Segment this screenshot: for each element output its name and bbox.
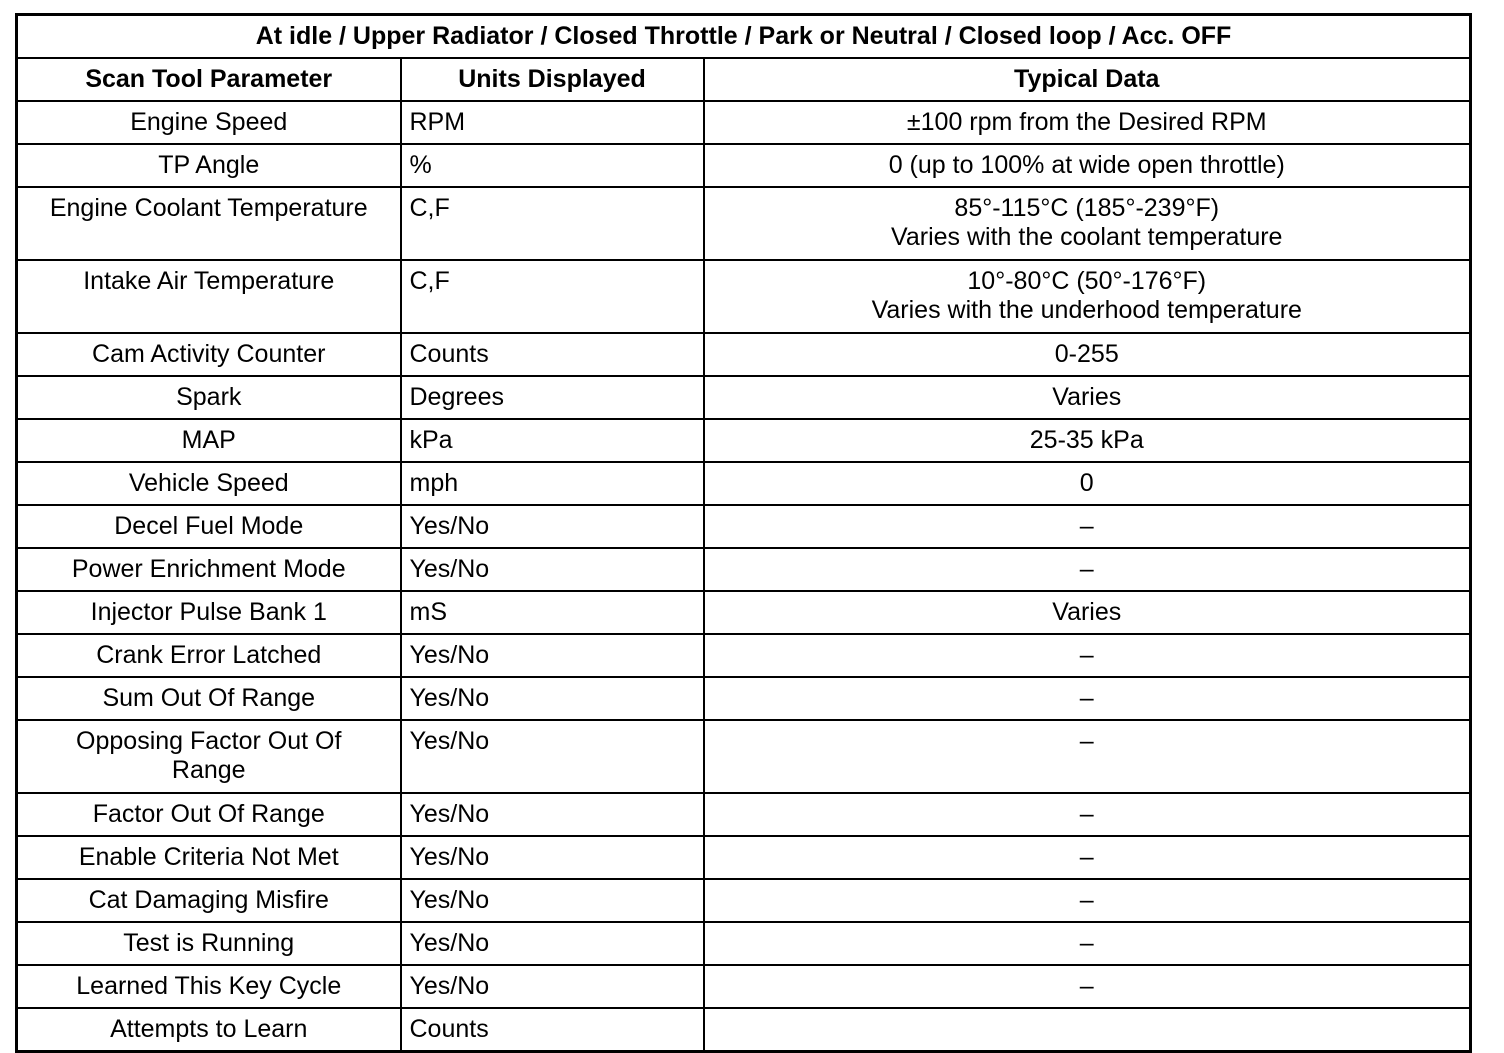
cell-units: mph — [401, 462, 704, 505]
cell-units: Yes/No — [401, 965, 704, 1008]
typical-data-text: – — [1079, 727, 1094, 755]
cell-units: Counts — [401, 333, 704, 376]
cell-parameter — [17, 922, 401, 965]
cell-units: Yes/No — [401, 505, 704, 548]
cell-typical-data — [704, 462, 1471, 505]
typical-data-text: – — [1079, 929, 1094, 957]
table-row — [17, 965, 1471, 1008]
typical-data-text: 0-255 — [1054, 340, 1119, 368]
typical-data-text: 85°-115°C (185°-239°F) — [954, 194, 1220, 222]
parameter-text: Engine Coolant Temperature — [49, 194, 368, 222]
cell-parameter — [17, 419, 401, 462]
cell-parameter — [17, 965, 401, 1008]
table-row — [17, 333, 1471, 376]
typical-data-text: Varies — [1052, 383, 1122, 411]
cell-typical-data — [704, 144, 1471, 187]
parameter-text: Learned This Key Cycle — [76, 972, 342, 1000]
table-row — [17, 720, 1471, 793]
parameter-text: Intake Air Temperature — [83, 267, 335, 295]
parameter-text: Enable Criteria Not Met — [78, 843, 339, 871]
cell-typical-data — [704, 720, 1471, 793]
table-row — [17, 836, 1471, 879]
table-body — [17, 101, 1471, 1052]
cell-units: Counts — [401, 1008, 704, 1052]
cell-typical-data — [704, 260, 1471, 333]
typical-data-text: ±100 rpm from the Desired RPM — [906, 108, 1267, 136]
cell-typical-data — [704, 965, 1471, 1008]
cell-typical-data — [704, 101, 1471, 144]
table-row — [17, 187, 1471, 260]
cell-typical-data — [704, 1008, 1471, 1052]
cell-parameter — [17, 836, 401, 879]
cell-parameter — [17, 720, 401, 793]
cell-typical-data — [704, 922, 1471, 965]
table-row — [17, 922, 1471, 965]
typical-data-text: – — [1079, 843, 1094, 871]
cell-typical-data — [704, 548, 1471, 591]
header-scan-tool-parameter: Scan Tool Parameter — [17, 58, 401, 101]
cell-parameter — [17, 879, 401, 922]
cell-parameter — [17, 101, 401, 144]
parameter-text: Power Enrichment Mode — [71, 555, 346, 583]
typical-data-text: Varies with the underhood temperature — [871, 296, 1302, 324]
cell-typical-data — [704, 505, 1471, 548]
cell-parameter — [17, 376, 401, 419]
parameter-text: TP Angle — [158, 151, 260, 179]
cell-units: Yes/No — [401, 720, 704, 793]
cell-parameter — [17, 505, 401, 548]
typical-data-text: 0 (up to 100% at wide open throttle) — [888, 151, 1285, 179]
parameter-text: Factor Out Of Range — [92, 800, 325, 828]
table-row — [17, 634, 1471, 677]
cell-parameter — [17, 677, 401, 720]
cell-typical-data — [704, 187, 1471, 260]
table-title-row — [17, 15, 1471, 59]
cell-parameter — [17, 1008, 401, 1052]
typical-data-text: – — [1079, 684, 1094, 712]
cell-units: kPa — [401, 419, 704, 462]
parameter-text: Opposing Factor Out Of — [76, 727, 342, 755]
parameter-text: Range — [171, 756, 246, 784]
table-row — [17, 548, 1471, 591]
cell-units: Yes/No — [401, 634, 704, 677]
cell-typical-data — [704, 634, 1471, 677]
parameter-text: MAP — [181, 426, 236, 454]
cell-parameter — [17, 187, 401, 260]
header-typical-data: Typical Data — [704, 58, 1471, 101]
typical-data-text: – — [1079, 972, 1094, 1000]
cell-parameter — [17, 548, 401, 591]
cell-units: Degrees — [401, 376, 704, 419]
table-row — [17, 419, 1471, 462]
parameter-text: Spark — [176, 383, 242, 411]
header-units-displayed: Units Displayed — [401, 58, 704, 101]
scan-tool-data-table — [15, 13, 1472, 1053]
table-header-row — [17, 58, 1471, 101]
typical-data-text: 0 — [1079, 469, 1094, 497]
table-title: At idle / Upper Radiator / Closed Throttle / Park or Neutral / Closed loop / Acc. OFF — [17, 15, 1471, 59]
cell-typical-data — [704, 793, 1471, 836]
parameter-text: Cam Activity Counter — [92, 340, 326, 368]
table-row — [17, 793, 1471, 836]
typical-data-text: – — [1079, 555, 1094, 583]
parameter-text: Vehicle Speed — [128, 469, 289, 497]
typical-data-text: 10°-80°C (50°-176°F) — [967, 267, 1207, 295]
parameter-text: Crank Error Latched — [96, 641, 322, 669]
typical-data-text: Varies with the coolant temperature — [891, 223, 1283, 251]
cell-typical-data — [704, 836, 1471, 879]
cell-parameter — [17, 333, 401, 376]
cell-units: Yes/No — [401, 548, 704, 591]
cell-parameter — [17, 634, 401, 677]
parameter-text: Engine Speed — [130, 108, 288, 136]
cell-parameter — [17, 260, 401, 333]
cell-units: C,F — [401, 260, 704, 333]
cell-units: % — [401, 144, 704, 187]
table-row — [17, 591, 1471, 634]
cell-typical-data — [704, 333, 1471, 376]
cell-typical-data — [704, 677, 1471, 720]
table-row — [17, 879, 1471, 922]
table-row — [17, 1008, 1471, 1052]
cell-parameter — [17, 591, 401, 634]
cell-units: Yes/No — [401, 836, 704, 879]
parameter-text: Cat Damaging Misfire — [88, 886, 329, 914]
typical-data-text: Varies — [1052, 598, 1122, 626]
cell-parameter — [17, 462, 401, 505]
cell-parameter — [17, 793, 401, 836]
cell-units: Yes/No — [401, 879, 704, 922]
cell-units: mS — [401, 591, 704, 634]
typical-data-text: – — [1079, 800, 1094, 828]
cell-units: Yes/No — [401, 922, 704, 965]
cell-units: C,F — [401, 187, 704, 260]
typical-data-text: 25-35 kPa — [1029, 426, 1144, 454]
typical-data-text: – — [1079, 886, 1094, 914]
parameter-text: Sum Out Of Range — [102, 684, 316, 712]
cell-typical-data — [704, 591, 1471, 634]
cell-typical-data — [704, 879, 1471, 922]
typical-data-text: – — [1079, 641, 1094, 669]
parameter-text: Decel Fuel Mode — [114, 512, 304, 540]
parameter-text: Attempts to Learn — [110, 1015, 308, 1043]
cell-typical-data — [704, 419, 1471, 462]
table-row — [17, 101, 1471, 144]
parameter-text: Injector Pulse Bank 1 — [90, 598, 327, 626]
cell-parameter — [17, 144, 401, 187]
cell-units: Yes/No — [401, 677, 704, 720]
cell-units: Yes/No — [401, 793, 704, 836]
table-row — [17, 462, 1471, 505]
table-row — [17, 144, 1471, 187]
typical-data-text: – — [1079, 512, 1094, 540]
cell-typical-data — [704, 376, 1471, 419]
parameter-text: Test is Running — [123, 929, 295, 957]
table-row — [17, 260, 1471, 333]
table-row — [17, 505, 1471, 548]
table-row — [17, 376, 1471, 419]
table-row — [17, 677, 1471, 720]
cell-units: RPM — [401, 101, 704, 144]
